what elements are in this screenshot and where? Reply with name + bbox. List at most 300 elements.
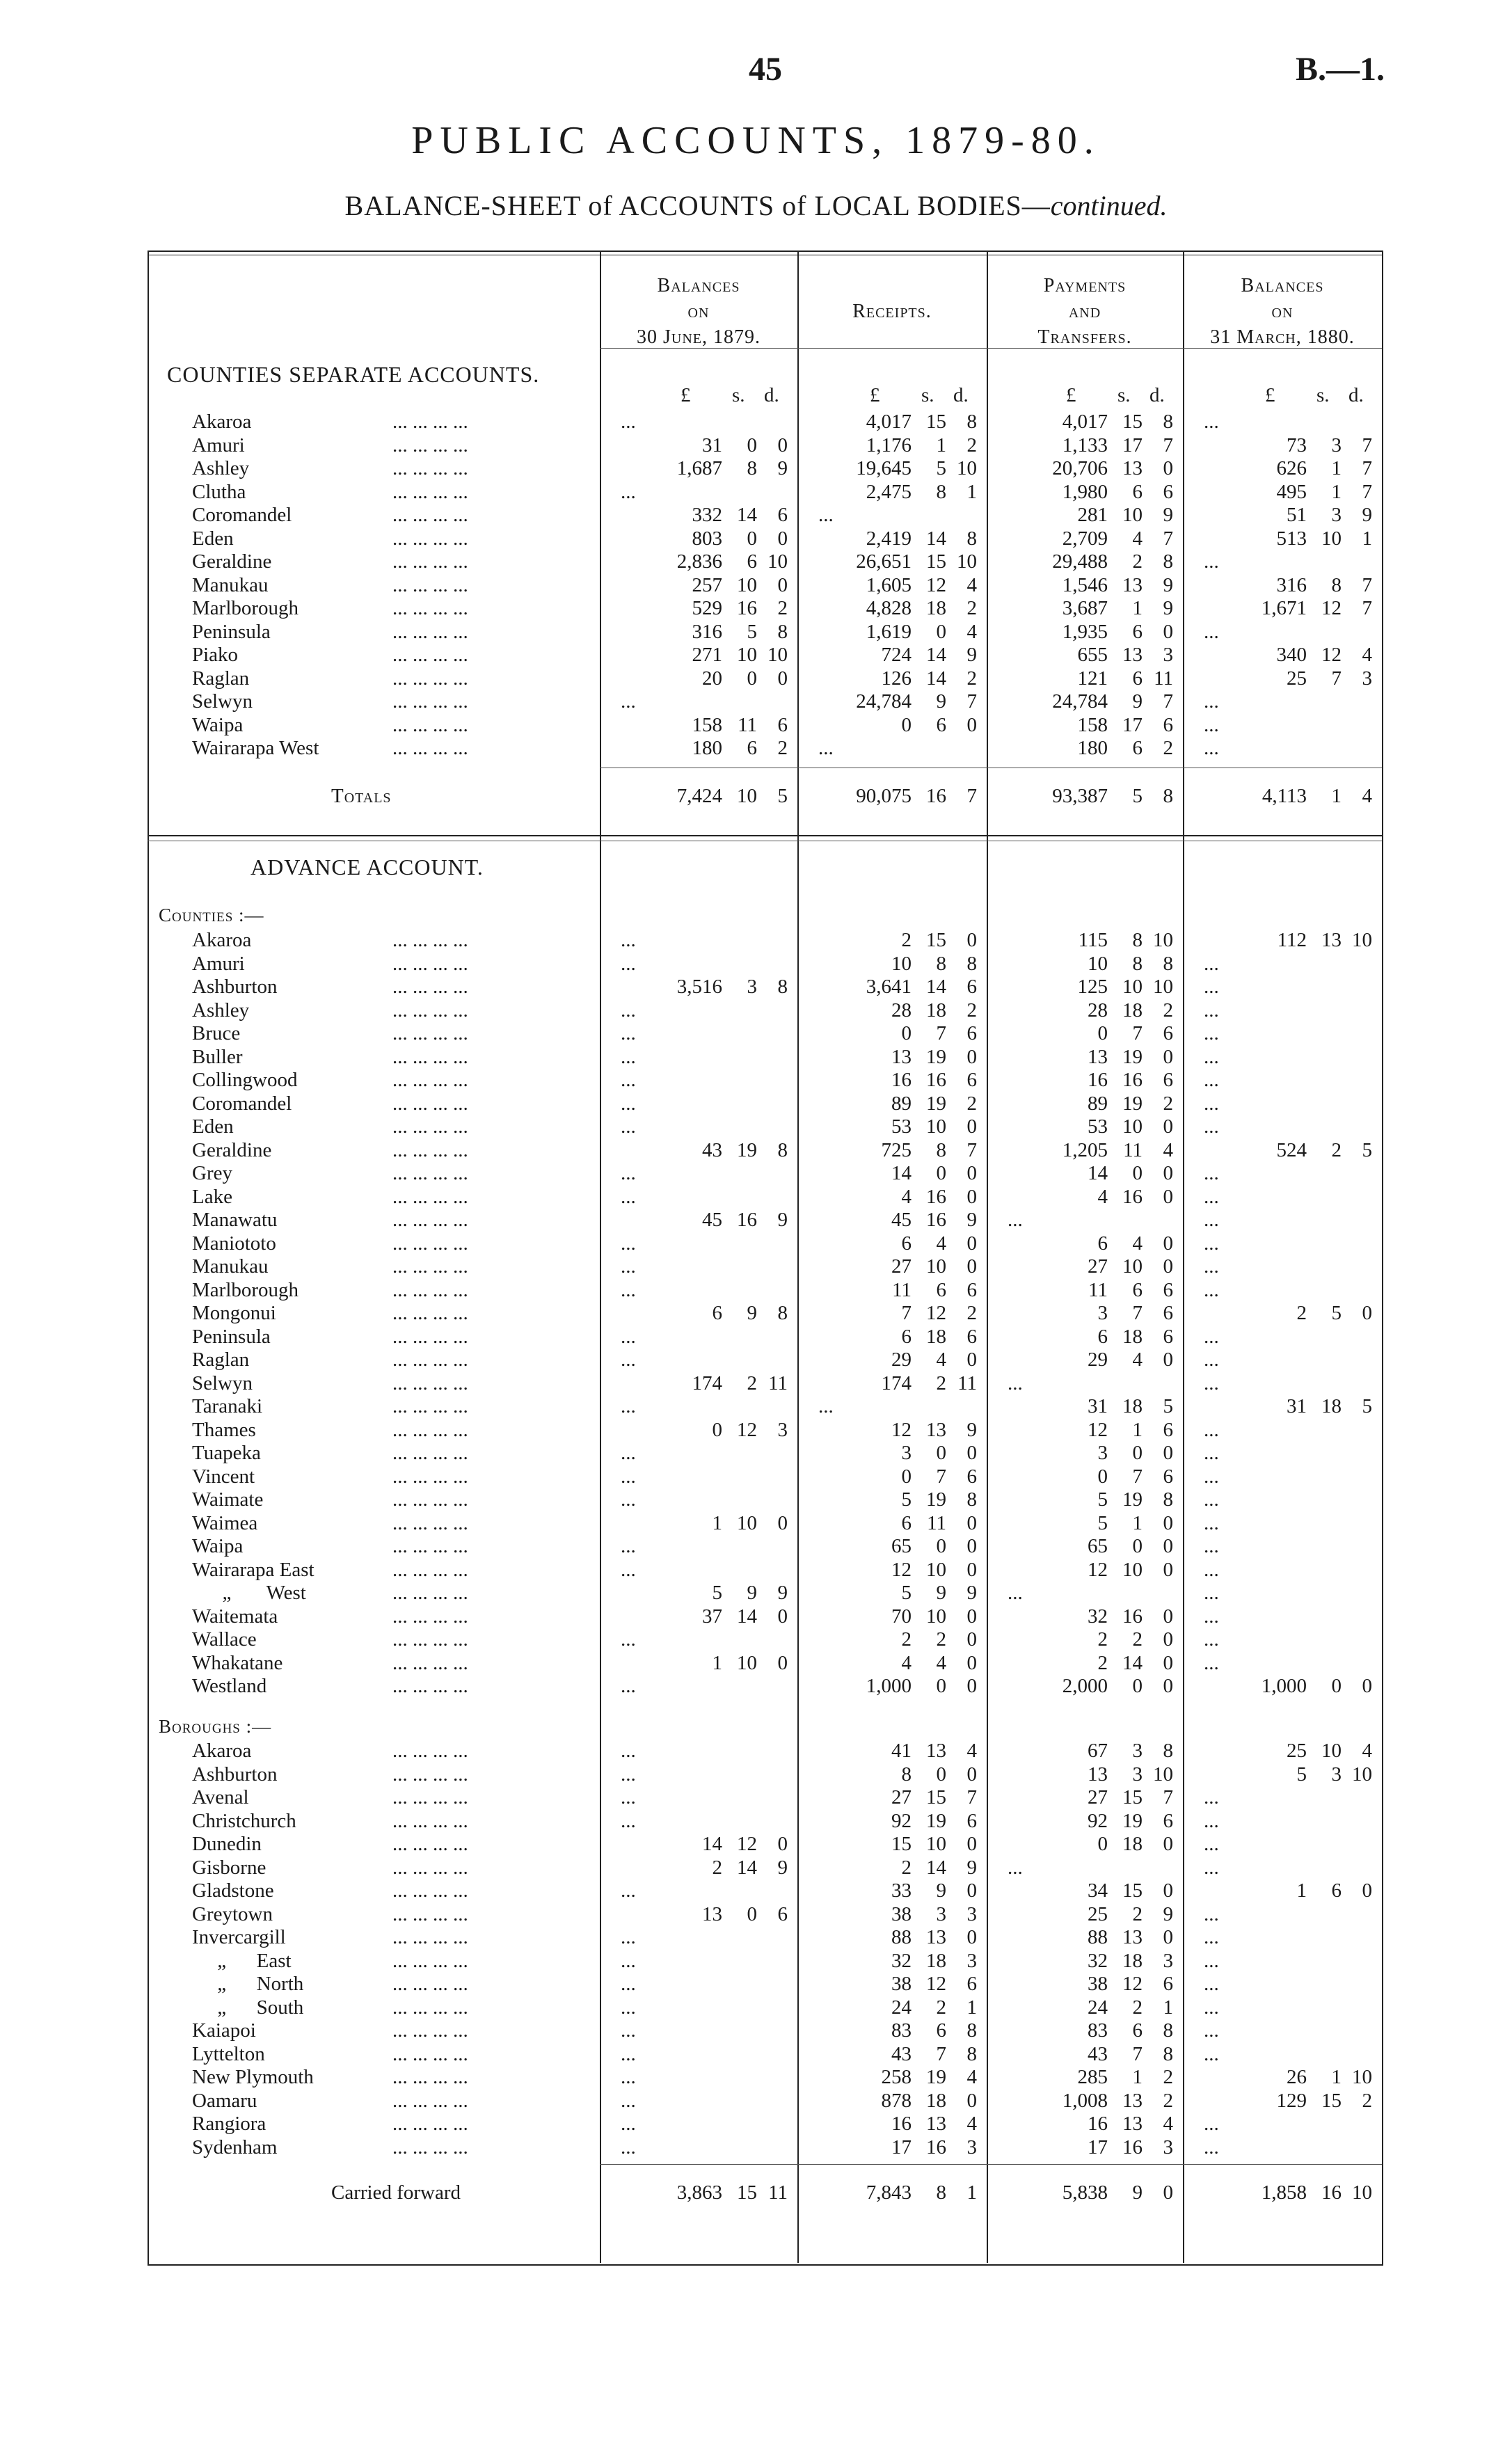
pounds: 31: [702, 434, 722, 456]
pounds: 0: [901, 1022, 912, 1044]
nil-mark: ...: [621, 1185, 636, 1208]
leader-dots: ... ... ... ...: [392, 1395, 468, 1417]
pounds: 29: [1088, 1349, 1108, 1371]
row-label: Piako: [192, 644, 239, 666]
pence: 0: [1163, 1628, 1173, 1651]
pounds: 17: [891, 2136, 912, 2158]
leader-dots: ... ... ... ...: [392, 1628, 468, 1651]
pence: 8: [1163, 2042, 1173, 2065]
shillings: 0: [747, 434, 757, 456]
row-label: Wairarapa East: [192, 1558, 315, 1581]
row-label: Invercargill: [192, 1926, 286, 1948]
nil-mark: ...: [1204, 1582, 1219, 1604]
pounds: 1,605: [866, 573, 912, 596]
shillings: 16: [926, 1069, 946, 1091]
leader-dots: ... ... ... ...: [392, 1255, 468, 1278]
pounds: 1,205: [1062, 1138, 1108, 1161]
pence: 8: [966, 411, 977, 433]
pence: 2: [1163, 999, 1173, 1021]
pence: 8: [1163, 1740, 1173, 1762]
pounds: 2: [901, 929, 912, 951]
pounds: 43: [891, 2042, 912, 2065]
pounds: 20,706: [1052, 457, 1108, 479]
shillings: 12: [1321, 597, 1342, 619]
table-row: [192, 480, 1372, 504]
shillings: 2: [936, 1628, 946, 1651]
nil-mark: ...: [1204, 999, 1219, 1021]
shillings: 19: [926, 1045, 946, 1068]
shillings: 6: [1132, 737, 1143, 759]
pence: 0: [966, 1558, 977, 1581]
shillings: 1: [1132, 1511, 1143, 1534]
table-row: [192, 1903, 1361, 1926]
shillings: 9: [936, 1879, 946, 1902]
leader-dots: ... ... ... ...: [392, 1605, 468, 1628]
pounds: 92: [891, 1809, 912, 1832]
pounds: 725: [881, 1138, 912, 1161]
table-row: [192, 1465, 1361, 1488]
row-label: Amuri: [192, 434, 245, 456]
nil-mark: ...: [1204, 1371, 1219, 1394]
pence: 0: [1163, 620, 1173, 643]
pence: 6: [777, 1902, 788, 1925]
shillings: 7: [1132, 2042, 1143, 2065]
pounds: 13: [1088, 1045, 1108, 1068]
pence: 6: [966, 1325, 977, 1348]
leader-dots: ... ... ... ...: [392, 1763, 468, 1786]
row-label: Waipa: [192, 713, 244, 736]
pounds: 1: [712, 1651, 722, 1674]
pounds: 7,843: [866, 2181, 912, 2204]
leader-dots: ... ... ... ...: [392, 1973, 468, 1995]
pence: 0: [966, 1115, 977, 1138]
nil-mark: ...: [1204, 1856, 1219, 1879]
shillings: 18: [926, 1325, 946, 1348]
col4-line2: on: [1271, 301, 1294, 322]
pence: 0: [1163, 1879, 1173, 1902]
pounds: 31: [1287, 1395, 1307, 1417]
table-row: [192, 1022, 1361, 1045]
leader-dots: ... ... ... ...: [392, 1488, 468, 1511]
table-row: [192, 1372, 1361, 1395]
shillings: 2: [1132, 550, 1143, 573]
table-row: [192, 1046, 1361, 1069]
shillings: 19: [926, 1092, 946, 1115]
pounds: 33: [891, 1879, 912, 1902]
pounds: 125: [1077, 976, 1108, 998]
pence: 2: [966, 999, 977, 1021]
pounds: 1,008: [1062, 2089, 1108, 2112]
nil-mark: ...: [621, 1763, 636, 1786]
shillings: 5: [1132, 785, 1143, 807]
row-label: Akaroa: [192, 929, 252, 951]
nil-mark: ...: [621, 1926, 636, 1948]
table-row: [192, 1879, 1372, 1902]
leader-dots: ... ... ... ...: [392, 527, 468, 550]
nil-mark: ...: [1204, 1232, 1219, 1255]
shillings: 2: [936, 1371, 946, 1394]
pounds: 126: [881, 667, 912, 690]
shillings: 8: [747, 457, 757, 479]
pence: 10: [957, 550, 977, 573]
pence: 8: [1163, 1488, 1173, 1511]
leader-dots: ... ... ... ...: [392, 667, 468, 690]
pence: 0: [1163, 2181, 1173, 2204]
leader-dots: ... ... ... ...: [392, 1302, 468, 1324]
unit-pence: d.: [953, 384, 969, 406]
shillings: 0: [1132, 1162, 1143, 1184]
pence: 5: [777, 785, 788, 807]
shillings: 8: [1132, 952, 1143, 975]
pence: 0: [966, 1763, 977, 1786]
row-label: Wallace: [192, 1628, 257, 1651]
pounds: 2: [901, 1628, 912, 1651]
pence: 0: [966, 1185, 977, 1208]
row-label: Geraldine: [192, 550, 272, 573]
pounds: 257: [692, 573, 722, 596]
pence: 0: [1163, 1442, 1173, 1464]
nil-mark: ...: [621, 1325, 636, 1348]
pence: 10: [767, 550, 788, 573]
pounds: 174: [692, 1371, 722, 1394]
leader-dots: ... ... ... ...: [392, 1162, 468, 1184]
leader-dots: ... ... ... ...: [392, 1045, 468, 1068]
shillings: 13: [1122, 573, 1143, 596]
pounds: 16: [891, 1069, 912, 1091]
shillings: 9: [936, 1582, 946, 1604]
row-label: Akaroa: [192, 411, 252, 433]
shillings: 14: [737, 504, 757, 526]
pounds: 28: [1088, 999, 1108, 1021]
shillings: 14: [926, 644, 946, 666]
pence: 3: [966, 1949, 977, 1972]
nil-mark: ...: [621, 2019, 636, 2042]
nil-mark: ...: [1008, 1856, 1023, 1879]
row-label: Amuri: [192, 952, 245, 975]
shillings: 16: [1122, 1185, 1143, 1208]
shillings: 8: [936, 952, 946, 975]
pence: 6: [966, 1809, 977, 1832]
row-label: Gladstone: [192, 1879, 274, 1902]
pounds: 6: [901, 1232, 912, 1255]
pence: 6: [966, 1069, 977, 1091]
pence: 7: [966, 785, 977, 807]
pounds: 13: [1088, 1763, 1108, 1786]
shillings: 8: [1331, 573, 1342, 596]
pounds: 2,836: [676, 550, 722, 573]
pence: 0: [1163, 1185, 1173, 1208]
nil-mark: ...: [1204, 411, 1219, 433]
shillings: 10: [926, 1605, 946, 1628]
shillings: 2: [1132, 1628, 1143, 1651]
nil-mark: ...: [621, 1973, 636, 1995]
shillings: 3: [1331, 434, 1342, 456]
shillings: 0: [747, 667, 757, 690]
pence: 4: [1362, 1740, 1372, 1762]
shillings: 10: [1122, 1558, 1143, 1581]
pounds: 316: [692, 620, 722, 643]
pence: 3: [966, 1902, 977, 1925]
nil-mark: ...: [1204, 1926, 1219, 1948]
pounds: 7,424: [676, 785, 722, 807]
nil-mark: ...: [1204, 1278, 1219, 1301]
pence: 0: [966, 2089, 977, 2112]
pence: 2: [1163, 2066, 1173, 2088]
table-row: [192, 2066, 1372, 2089]
shillings: 4: [1132, 1349, 1143, 1371]
pence: 7: [1163, 434, 1173, 456]
nil-mark: ...: [621, 1278, 636, 1301]
shillings: 7: [936, 1465, 946, 1488]
pence: 0: [1163, 1511, 1173, 1534]
row-label: Tuapeka: [192, 1442, 261, 1464]
row-label: Waimate: [192, 1488, 264, 1511]
shillings: 16: [737, 1209, 757, 1231]
page-number: 45: [749, 51, 782, 88]
pence: 0: [966, 1833, 977, 1855]
leader-dots: ... ... ... ...: [392, 1675, 468, 1697]
pounds: 24,784: [856, 690, 912, 713]
shillings: 0: [936, 1535, 946, 1557]
shillings: 4: [936, 1232, 946, 1255]
table-row: [192, 434, 1372, 457]
table-row: [192, 667, 1372, 690]
pounds: 11: [892, 1278, 912, 1301]
pounds: 316: [1276, 573, 1307, 596]
pounds: 180: [1077, 737, 1108, 759]
nil-mark: ...: [621, 411, 636, 433]
pence: 2: [1163, 1092, 1173, 1115]
row-label: Marlborough: [192, 1278, 299, 1301]
row-label: Manawatu: [192, 1209, 278, 1231]
pence: 7: [1362, 480, 1372, 503]
pence: 2: [777, 597, 788, 619]
leader-dots: ... ... ... ...: [392, 713, 468, 736]
nil-mark: ...: [621, 1022, 636, 1044]
pounds: 27: [891, 1786, 912, 1808]
leader-dots: ... ... ... ...: [392, 929, 468, 951]
row-label: Thames: [192, 1418, 256, 1441]
pence: 10: [1153, 976, 1173, 998]
shillings: 0: [1132, 1535, 1143, 1557]
shillings: 16: [1122, 2136, 1143, 2158]
row-label: Mongonui: [192, 1302, 276, 1324]
row-label: Grey: [192, 1162, 232, 1184]
shillings: 6: [936, 713, 946, 736]
shillings: 13: [926, 1926, 946, 1948]
table-row: [192, 737, 1361, 760]
nil-mark: ...: [621, 1349, 636, 1371]
unit-shilling: s.: [1316, 384, 1330, 406]
column-header-receipts: [797, 299, 987, 324]
pounds: 7: [901, 1302, 912, 1324]
row-label: Maniototo: [192, 1232, 276, 1255]
shillings: 15: [1122, 1879, 1143, 1902]
unit-shilling: s.: [732, 384, 745, 406]
table-row: [192, 1810, 1361, 1833]
pounds: 5,838: [1062, 2181, 1108, 2204]
pounds: 15: [891, 1833, 912, 1855]
table-row: [331, 785, 1500, 808]
nil-mark: ...: [621, 690, 636, 713]
leader-dots: ... ... ... ...: [392, 1740, 468, 1762]
pounds: 529: [692, 597, 722, 619]
pence: 10: [1352, 2066, 1372, 2088]
pence: 9: [777, 1209, 788, 1231]
pence: 6: [1163, 1069, 1173, 1091]
nil-mark: ...: [621, 929, 636, 951]
shillings: 12: [926, 1973, 946, 1995]
leader-dots: ... ... ... ...: [392, 1582, 468, 1604]
pounds: 4,113: [1262, 785, 1307, 807]
table-row: [192, 2019, 1361, 2042]
shillings: 4: [1132, 1232, 1143, 1255]
leader-dots: ... ... ... ...: [392, 1349, 468, 1371]
section-heading-advance: ADVANCE ACCOUNT.: [250, 854, 484, 880]
pence: 0: [1163, 1535, 1173, 1557]
nil-mark: ...: [1204, 620, 1219, 643]
pence: 6: [1163, 1465, 1173, 1488]
shillings: 0: [936, 1675, 946, 1697]
shillings: 19: [1122, 1092, 1143, 1115]
shillings: 1: [1331, 457, 1342, 479]
pounds: 53: [891, 1115, 912, 1138]
nil-mark: ...: [621, 999, 636, 1021]
nil-mark: ...: [1008, 1209, 1023, 1231]
unit-pence: d.: [764, 384, 779, 406]
pounds: 2,000: [1062, 1675, 1108, 1697]
shillings: 6: [1132, 480, 1143, 503]
pence: 7: [1362, 434, 1372, 456]
pence: 0: [966, 1926, 977, 1948]
pounds: 112: [1277, 929, 1307, 951]
shillings: 12: [1122, 1973, 1143, 1995]
shillings: 0: [1132, 1675, 1143, 1697]
column-header-balances-1879: [600, 273, 797, 350]
pence: 8: [777, 1138, 788, 1161]
table-row: [192, 550, 1361, 573]
shillings: 0: [1132, 1442, 1143, 1464]
table-row: [192, 1512, 1361, 1535]
leader-dots: ... ... ... ...: [392, 573, 468, 596]
leader-dots: ... ... ... ...: [392, 976, 468, 998]
table-row: [192, 504, 1372, 527]
shillings: 7: [1132, 1465, 1143, 1488]
pounds: 878: [881, 2089, 912, 2112]
row-label: Wairarapa West: [192, 737, 319, 759]
shillings: 0: [936, 1442, 946, 1464]
row-label: Totals: [331, 785, 392, 807]
pounds: 19,645: [856, 457, 912, 479]
pence: 0: [966, 1651, 977, 1674]
pence: 0: [1362, 1675, 1372, 1697]
pence: 8: [1163, 952, 1173, 975]
shillings: 15: [926, 929, 946, 951]
pounds: 158: [692, 713, 722, 736]
pence: 9: [1163, 1902, 1173, 1925]
pounds: 32: [1088, 1605, 1108, 1628]
leader-dots: ... ... ... ...: [392, 1856, 468, 1879]
pounds: 2: [1097, 1628, 1108, 1651]
pence: 0: [1163, 1255, 1173, 1278]
leader-dots: ... ... ... ...: [392, 620, 468, 643]
nil-mark: ...: [621, 1069, 636, 1091]
table-row: [192, 1786, 1361, 1809]
pounds: 6: [712, 1302, 722, 1324]
pounds: 340: [1276, 644, 1307, 666]
table-row: [192, 1326, 1361, 1349]
nil-mark: ...: [621, 2066, 636, 2088]
row-label: „ East: [192, 1949, 292, 1972]
leader-dots: ... ... ... ...: [392, 644, 468, 666]
shillings: 15: [1321, 2089, 1342, 2112]
shillings: 4: [936, 1651, 946, 1674]
nil-mark: ...: [1204, 1786, 1219, 1808]
pence: 5: [1362, 1138, 1372, 1161]
pounds: 45: [891, 1209, 912, 1231]
pence: 5: [1362, 1395, 1372, 1417]
pounds: 1,980: [1062, 480, 1108, 503]
pounds: 88: [891, 1926, 912, 1948]
table-row: [192, 621, 1361, 644]
pence: 0: [1163, 1558, 1173, 1581]
shillings: 10: [926, 1255, 946, 1278]
pounds: 4: [1097, 1185, 1108, 1208]
pence: 3: [777, 1418, 788, 1441]
pounds: 3,863: [676, 2181, 722, 2204]
nil-mark: ...: [1204, 1651, 1219, 1674]
leader-dots: ... ... ... ...: [392, 1138, 468, 1161]
leader-dots: ... ... ... ...: [392, 1558, 468, 1581]
shillings: 1: [1132, 2066, 1143, 2088]
pence: 6: [1163, 1022, 1173, 1044]
pence: 0: [777, 667, 788, 690]
table-row: [331, 2181, 1500, 2204]
shillings: 14: [926, 527, 946, 550]
leader-dots: ... ... ... ...: [392, 1926, 468, 1948]
pounds: 10: [891, 952, 912, 975]
pence: 0: [777, 1511, 788, 1534]
table-row: [192, 999, 1361, 1022]
pounds: 11: [1088, 1278, 1108, 1301]
row-label: Waipa: [192, 1535, 244, 1557]
leader-dots: ... ... ... ...: [392, 1278, 468, 1301]
nil-mark: ...: [818, 737, 834, 759]
total-rule: [600, 2164, 1382, 2165]
pounds: 12: [1088, 1558, 1108, 1581]
pence: 2: [966, 667, 977, 690]
pounds: 65: [891, 1535, 912, 1557]
pence: 4: [1163, 2113, 1173, 2135]
pounds: 524: [1276, 1138, 1307, 1161]
pounds: 25: [1287, 1740, 1307, 1762]
row-label: Peninsula: [192, 1325, 271, 1348]
pounds: 27: [1088, 1786, 1108, 1808]
pence: 6: [966, 1022, 977, 1044]
shillings: 10: [737, 1511, 757, 1534]
leader-dots: ... ... ... ...: [392, 1465, 468, 1488]
pounds: 16: [891, 2113, 912, 2135]
row-label: Ashburton: [192, 976, 278, 998]
shillings: 6: [1331, 1879, 1342, 1902]
pence: 11: [768, 2181, 788, 2204]
table-row: [192, 1349, 1361, 1371]
pence: 0: [1362, 1302, 1372, 1324]
shillings: 18: [1122, 1325, 1143, 1348]
row-label: Collingwood: [192, 1069, 298, 1091]
shillings: 10: [926, 1558, 946, 1581]
shillings: 18: [1122, 1833, 1143, 1855]
